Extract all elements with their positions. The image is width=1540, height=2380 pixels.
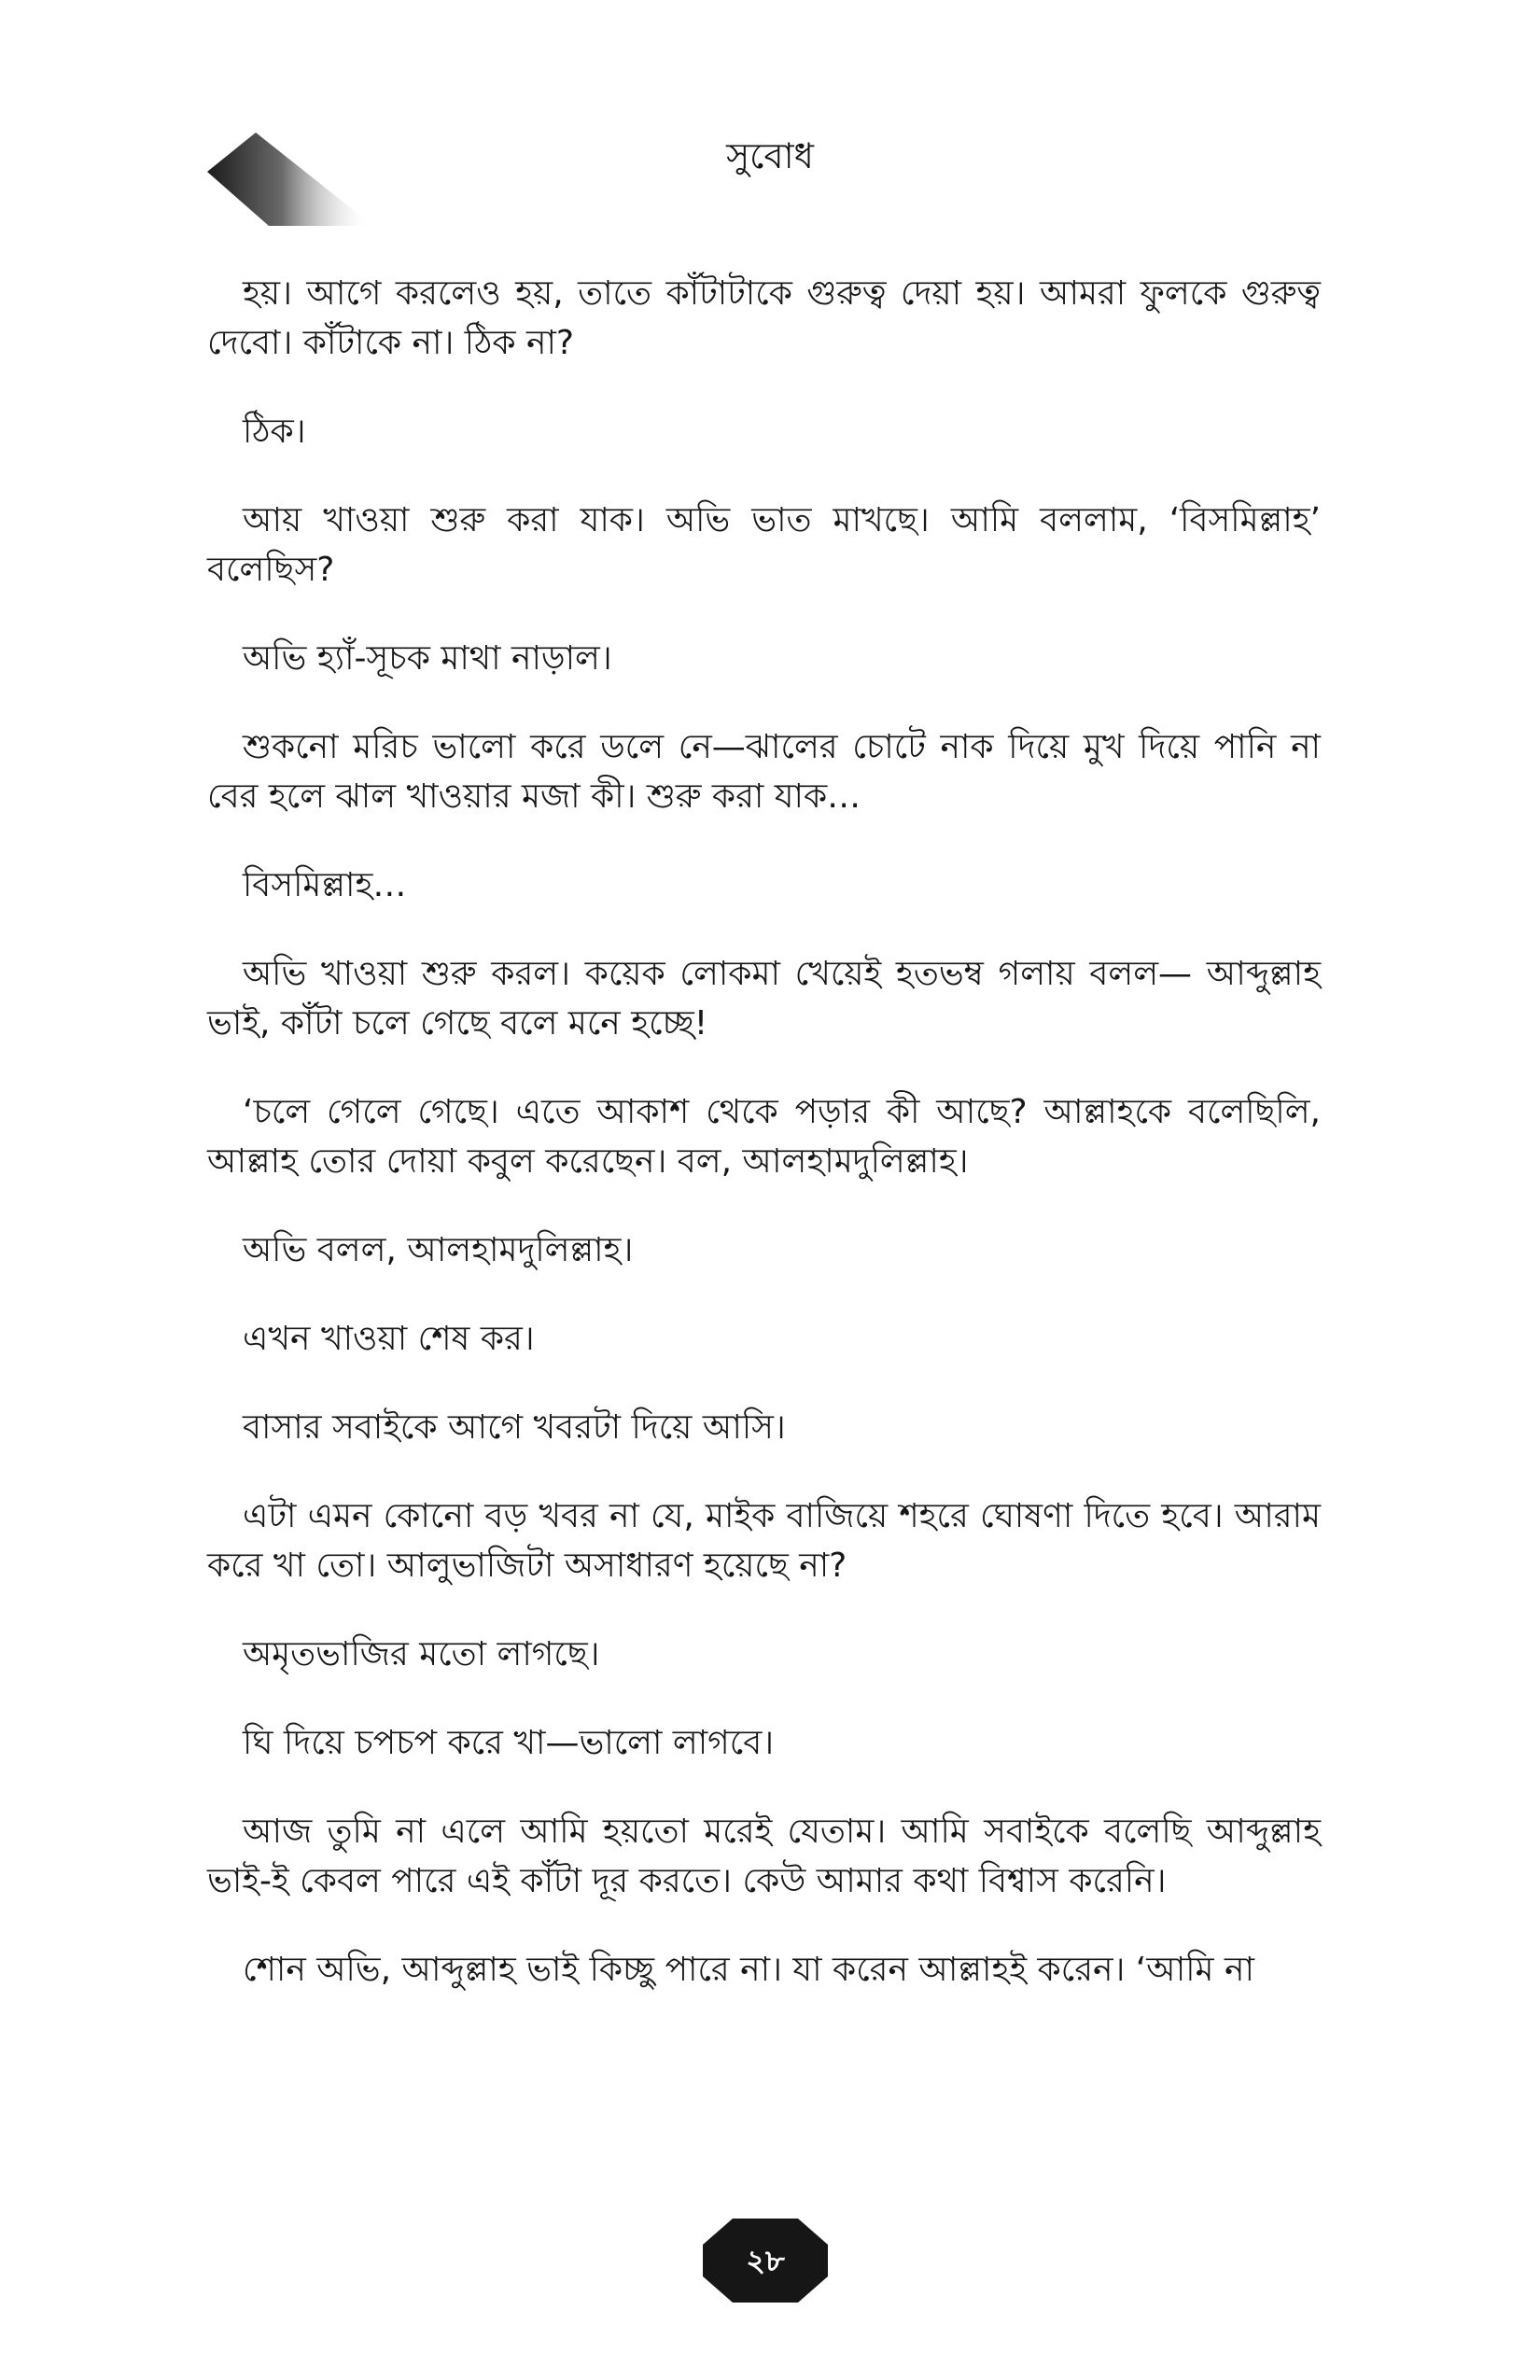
paragraph: অভি খাওয়া শুরু করল। কয়েক লোকমা খেয়েই হতভম্ব গলায় বলল— আব্দুল্লাহ ভাই, কাঁটা চলে গেছে বলে মনে হচ্ছে!	[207, 955, 1321, 1043]
paragraph: অভি বলল, আলহামদুলিল্লাহ।	[243, 1231, 634, 1269]
paragraph: আয় খাওয়া শুরু করা যাক। অভি ভাত মাখছে। আমি বললাম, ‘বিসমিল্লাহ’ বলেছিস?	[207, 501, 1321, 589]
paragraph: ঠিক।	[243, 413, 306, 451]
paragraph: হয়। আগে করলেও হয়, তাতে কাঁটাটাকে গুরুত্ব দেয়া হয়। আমরা ফুলকে গুরুত্ব দেবো। কাঁটাকে না। ঠিক না?	[207, 274, 1321, 362]
paragraph: এখন খাওয়া শেষ কর।	[243, 1320, 535, 1358]
paragraph: ‘চলে গেলে গেছে। এতে আকাশ থেকে পড়ার কী আছে? আল্লাহকে বলেছিলি, আল্লাহ তোর দোয়া কবুল করেছেন। বল, আলহামদুলিল্লাহ।	[207, 1093, 1321, 1181]
paragraph: এটা এমন কোনো বড় খবর না যে, মাইক বাজিয়ে শহরে ঘোষণা দিতে হবে। আরাম করে খা তো। আলুভাজিটা অসাধারণ হয়েছে না?	[207, 1497, 1321, 1585]
paragraph: আজ তুমি না এলে আমি হয়তো মরেই যেতাম। আমি সবাইকে বলেছি আব্দুল্লাহ ভাই-ই কেবল পারে এই কাঁটা দূর করতে। কেউ আমার কথা বিশ্বাস করেনি।	[207, 1813, 1321, 1900]
paragraph: বিসমিল্লাহ…	[243, 866, 407, 904]
paragraph: শোন অভি, আব্দুল্লাহ ভাই কিচ্ছু পারে না। যা করেন আল্লাহই করেন। ‘আমি না	[243, 1951, 1254, 1989]
paragraph: ঘি দিয়ে চপচপ করে খা—ভালো লাগবে।	[243, 1724, 775, 1762]
paragraph: অভি হ্যাঁ-সূচক মাথা নাড়াল।	[243, 639, 612, 678]
paragraph: শুকনো মরিচ ভালো করে ডলে নে—ঝালের চোটে নাক দিয়ে মুখ দিয়ে পানি না বের হলে ঝাল খাওয়ার মজা কী। শুরু করা যাক…	[207, 728, 1321, 816]
body-text	[207, 269, 1321, 2034]
page-number: ২৮	[746, 2243, 785, 2278]
running-header-title: সুবোধ	[726, 135, 814, 176]
paragraph: অমৃতভাজির মতো লাগছে।	[243, 1635, 600, 1673]
paragraph: বাসার সবাইকে আগে খবরটা দিয়ে আসি।	[243, 1408, 786, 1447]
